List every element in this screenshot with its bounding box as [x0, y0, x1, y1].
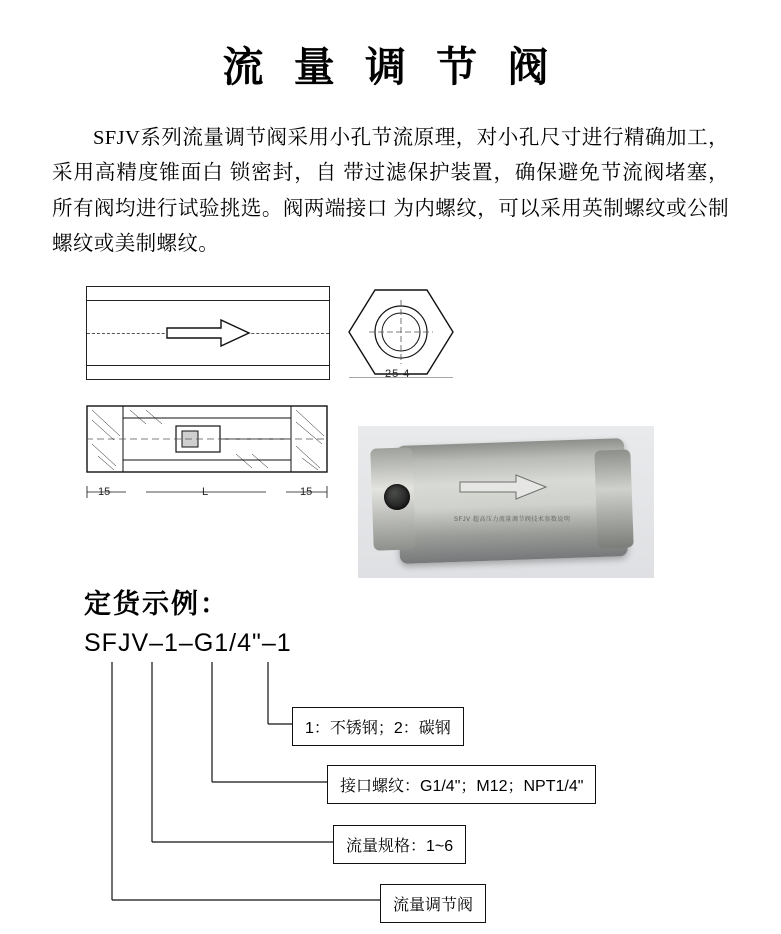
- dimension-left: 15: [98, 486, 111, 498]
- dimension-right: 15: [300, 486, 313, 498]
- ordering-code: SFJV–1–G1/4"–1: [84, 629, 292, 657]
- valve-body: [396, 438, 628, 564]
- callout-thread: 接口螺纹：G1/4"；M12；NPT1/4": [327, 765, 596, 804]
- dimension-length: L: [202, 486, 209, 498]
- valve-section-drawing: [86, 396, 328, 482]
- section-dimensions: [86, 482, 328, 504]
- hex-face-drawing: [345, 286, 465, 394]
- callout-flow-spec: 流量规格：1~6: [333, 825, 466, 864]
- callout-material: 1：不锈钢；2：碳钢: [292, 707, 464, 746]
- technical-drawings: [0, 278, 781, 568]
- photo-etching-text: SFJV 超高压力流量调节阀技术参数说明: [454, 517, 571, 523]
- intro-paragraph: SFJV系列流量调节阀采用小孔节流原理，对小孔尺寸进行精确加工，采用高精度锥面白 锁密封，自 带过滤保护装置，确保避免节流阀堵塞，所有阀均进行试验挑选。阀两端接口 为内螺纹，可以采用英制螺纹或公制螺纹或美制螺纹。: [52, 127, 729, 255]
- pipe-longitudinal-drawing: [86, 286, 330, 380]
- flow-arrow-icon: [165, 318, 251, 348]
- hex-dimension-label: 25 4: [385, 368, 411, 380]
- valve-bore: [384, 484, 410, 510]
- document-page: [0, 34, 781, 934]
- page-title: 流 量 调 节 阀: [222, 44, 559, 90]
- flow-arrow-icon: [458, 474, 548, 500]
- valve-port-right: [594, 449, 633, 548]
- ordering-heading: 定货示例：: [84, 589, 229, 619]
- product-photo: [358, 426, 654, 578]
- callout-diagram: [0, 662, 781, 934]
- callout-product-name: 流量调节阀: [380, 884, 486, 923]
